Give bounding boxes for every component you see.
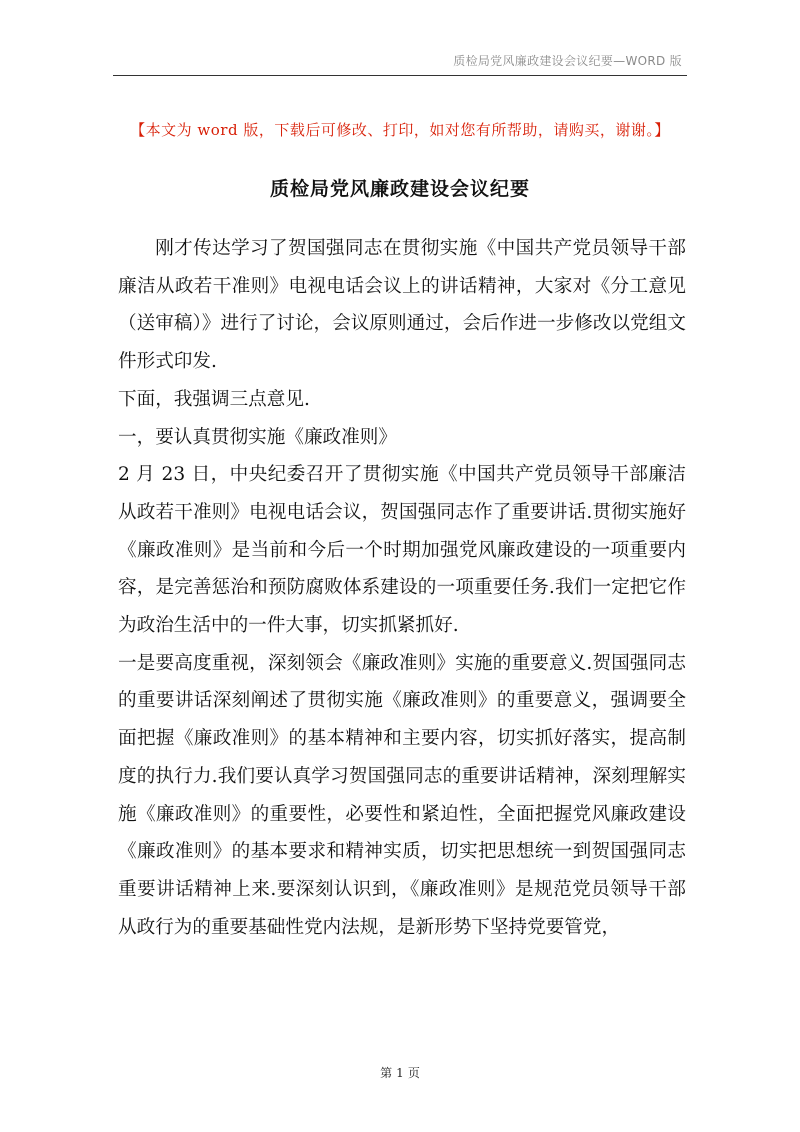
page-footer: [0, 1064, 800, 1081]
paragraph-intro: 刚才传达学习了贺国强同志在贯彻实施《中国共产党员领导干部廉洁从政若干准则》电视电话会议上的讲话精神，大家对《分工意见（送审稿）》进行了讨论，会议原则通过，会后作进一步修改以党组文件形式印发.: [118, 238, 686, 373]
footer-prefix: 第: [380, 1066, 393, 1080]
paragraph-feb-23: 2 月 23 日，中央纪委召开了贯彻实施《中国共产党员领导干部廉洁从政若干准则》电视电话会议，贺国强同志作了重要讲话.贯彻实施好《廉政准则》是当前和今后一个时期加强党风廉政建设的一项重要内容，是完善惩治和预防腐败体系建设的一项重要任务.我们一定把它作为政治生活中的一件大事，切实抓紧抓好.: [118, 464, 686, 637]
paragraph-three-points: 下面，我强调三点意见.: [118, 388, 310, 410]
document-body: [118, 230, 686, 946]
download-notice: 【本文为 word 版，下载后可修改、打印，如对您有所帮助，请购买，谢谢。】: [130, 121, 670, 139]
footer-suffix: 页: [407, 1066, 420, 1080]
section-heading-one: 一，要认真贯彻实施《廉政准则》: [118, 426, 397, 448]
paragraph-point-one: 一是要高度重视，深刻领会《廉政准则》实施的重要意义.贺国强同志的重要讲话深刻阐述了贯彻实施《廉政准则》的重要意义，强调要全面把握《廉政准则》的基本精神和主要内容，切实抓好落实，提高制度的执行力.我们要认真学习贺国强同志的重要讲话精神，深刻理解实施《廉政准则》的重要性，必要性和紧迫性，全面把握党风廉政建设《廉政准则》的基本要求和精神实质，切实把思想统一到贺国强同志重要讲话精神上来.要深刻认识到，《廉政准则》是规范党员领导干部从政行为的重要基础性党内法规，是新形势下坚持党要管党，: [118, 652, 686, 938]
running-header: 质检局党风廉政建设会议纪要—WORD 版: [453, 54, 682, 68]
page-number: 1: [396, 1066, 404, 1080]
header-divider: [113, 75, 687, 76]
document-title: 质检局党风廉政建设会议纪要: [269, 178, 530, 200]
